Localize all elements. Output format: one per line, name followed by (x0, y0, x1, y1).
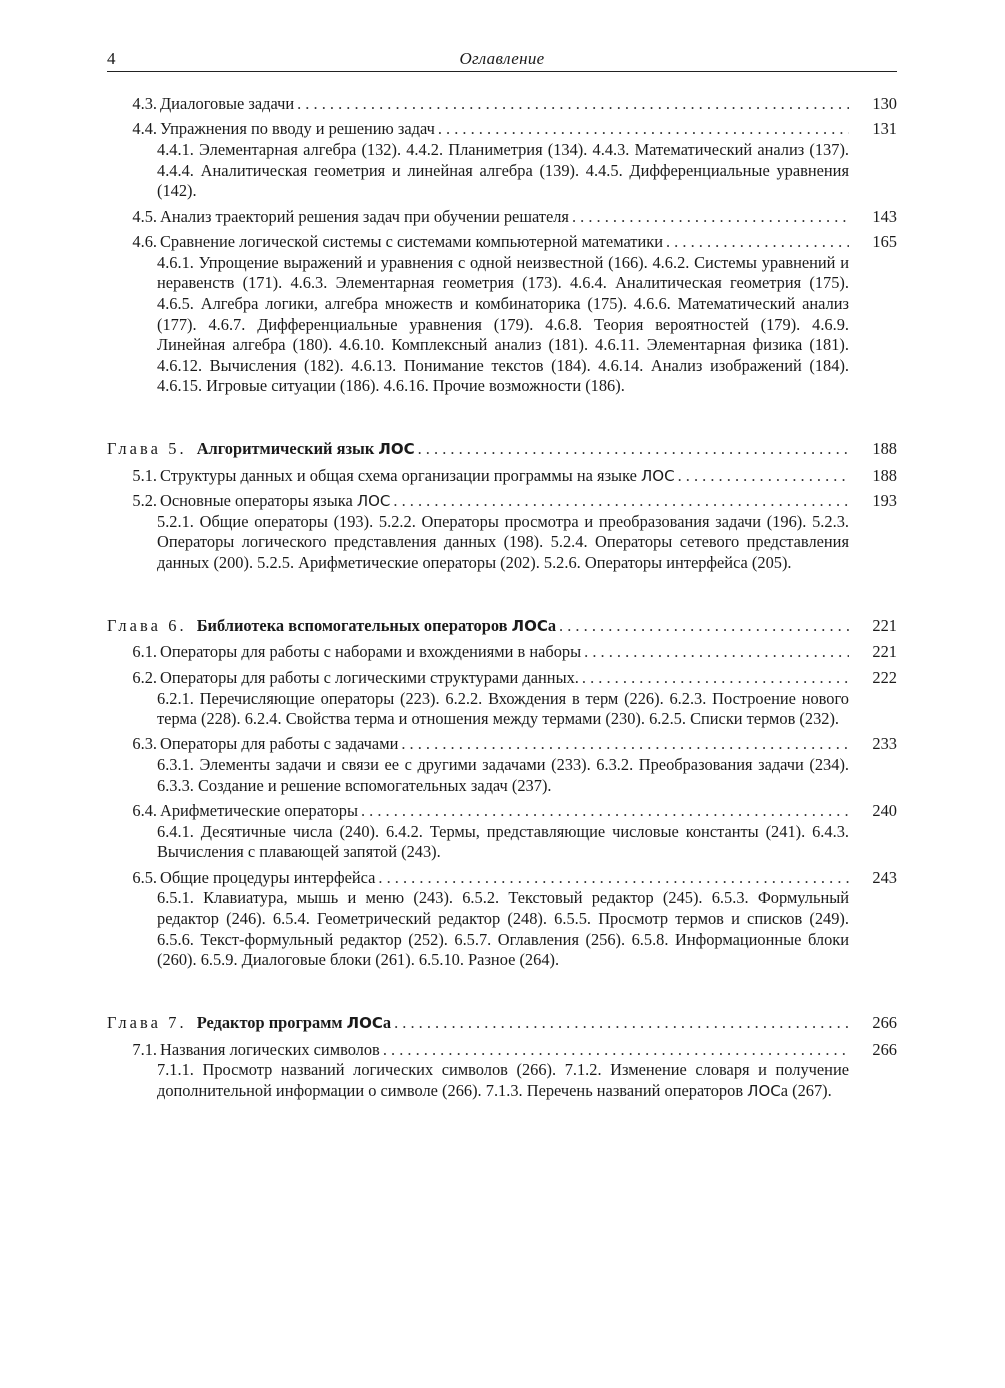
toc-title: Операторы для работы с задачами (160, 734, 399, 754)
table-of-contents (107, 94, 897, 1106)
toc-title: Диалоговые задачи (160, 94, 295, 113)
toc-title: Операторы для работы с наборами и вхождениями в наборы (160, 642, 582, 662)
running-title: Оглавление (459, 49, 545, 68)
toc-leader-dots (678, 466, 849, 487)
toc-title: Редактор программ ЛОСа (196, 1012, 392, 1032)
toc-number: 6.5. (132, 867, 157, 887)
toc-page-number: 240 (872, 801, 897, 821)
toc-number: 6.2. (132, 667, 157, 687)
toc-number: 4.6. (132, 231, 157, 251)
toc-section[interactable] (107, 868, 897, 971)
toc-leader-dots (559, 616, 849, 637)
toc-title: Общие процедуры интерфейса (160, 867, 376, 887)
toc-section[interactable] (107, 734, 897, 796)
toc-leader-dots (582, 668, 849, 689)
toc-subsections: 4.4.1. Элементарная алгебра (132). 4.4.2. Планиметрия (134). 4.4.3. Математический анализ (137). 4.4.4. Аналитическая геометрия и линейная алгебра (139). 4.4.5. Дифференциальные уравнения (142). (157, 140, 849, 201)
toc-section[interactable] (107, 642, 897, 663)
toc-page-number: 131 (872, 119, 897, 139)
toc-section[interactable] (107, 94, 897, 115)
toc-chapter[interactable] (107, 439, 897, 460)
toc-number: 6.4. (132, 801, 157, 821)
toc-leader-dots (418, 439, 849, 460)
toc-leader-dots (401, 734, 849, 755)
toc-number: Глава 5. (107, 438, 187, 458)
toc-page-number: 222 (872, 667, 897, 687)
toc-title: Сравнение логической системы с системами компьютерной математики (160, 231, 663, 251)
toc-leader-dots (438, 119, 849, 140)
toc-title: Операторы для работы с логическими структурами данных. (160, 667, 579, 687)
toc-section[interactable] (107, 1040, 897, 1102)
toc-number: 4.4. (132, 119, 157, 139)
toc-section[interactable] (107, 668, 897, 730)
toc-subsections: 5.2.1. Общие операторы (193). 5.2.2. Операторы просмотра и преобразования задачи (196). 5.2.3. Операторы логического представления данных (198). 5.2.4. Операторы сетевого представления данных (200). 5.2.5. Арифметические операторы (202). 5.2.6. Операторы интерфейса (205). (157, 511, 849, 573)
toc-page-number: 193 (872, 491, 897, 511)
toc-section[interactable] (107, 207, 897, 228)
toc-number: 6.1. (132, 642, 157, 662)
toc-leader-dots (584, 642, 849, 663)
toc-leader-dots (361, 801, 849, 822)
toc-title: Названия логических символов (160, 1039, 380, 1059)
toc-number: 5.2. (132, 491, 157, 511)
toc-number: 6.3. (132, 734, 157, 754)
toc-page-number: 165 (872, 231, 897, 251)
toc-title: Упражнения по вводу и решению задач (160, 119, 435, 139)
toc-page-number: 188 (872, 465, 897, 485)
toc-section[interactable] (107, 801, 897, 863)
toc-chapter[interactable] (107, 1013, 897, 1034)
toc-page-number: 188 (872, 438, 897, 458)
toc-number: Глава 6. (107, 615, 187, 635)
toc-leader-dots (572, 207, 849, 228)
toc-page-number: 266 (872, 1012, 897, 1032)
toc-subsections: 6.3.1. Элементы задачи и связи ее с другими задачами (233). 6.3.2. Преобразования задачи (234). 6.3.3. Создание и решение вспомогательных задач (237). (157, 755, 849, 795)
toc-subsections: 6.4.1. Десятичные числа (240). 6.4.2. Термы, представляющие числовые константы (241). 6.4.3. Вычисления с плавающей запятой (243). (157, 821, 849, 862)
toc-subsections: 7.1.1. Просмотр названий логических символов (266). 7.1.2. Изменение словаря и получение дополнительной информации о символе (266). 7.1.3. Перечень названий операторов ЛОСа (267). (157, 1060, 849, 1100)
toc-title: Алгоритмический язык ЛОС (196, 438, 415, 458)
toc-page-number: 130 (872, 94, 897, 113)
toc-page-number: 243 (872, 867, 897, 887)
toc-chapter[interactable] (107, 616, 897, 637)
header-rule (107, 71, 897, 72)
toc-section[interactable] (107, 119, 897, 202)
toc-number: Глава 7. (107, 1012, 187, 1032)
page-header (107, 46, 897, 72)
toc-title: Библиотека вспомогательных операторов ЛОСа (196, 615, 557, 635)
toc-subsections: 6.5.1. Клавиатура, мышь и меню (243). 6.5.2. Текстовый редактор (245). 6.5.3. Формульный редактор (246). 6.5.4. Геометрический редактор (248). 6.5.5. Просмотр термов и списков (249). 6.5.6. Текст-формульный редактор (252). 6.5.7. Оглавления (256). 6.5.8. Информационные блоки (260). 6.5.9. Диалоговые блоки (261). 6.5.10. Разное (264). (157, 888, 849, 970)
toc-title: Анализ траекторий решения задач при обучении решателя (160, 206, 569, 226)
toc-page-number: 233 (872, 734, 897, 754)
toc-leader-dots (394, 1013, 849, 1034)
toc-number: 7.1. (132, 1039, 157, 1059)
toc-leader-dots (666, 232, 849, 253)
toc-subsections: 6.2.1. Перечисляющие операторы (223). 6.2.2. Вхождения в терм (226). 6.2.3. Построение нового терма (228). 6.2.4. Свойства терма и отношения между термами (230). 6.2.5. Списки термов (232). (157, 688, 849, 729)
toc-subsections: 4.6.1. Упрощение выражений и уравнения с одной неизвестной (166). 4.6.2. Системы уравнений и неравенств (171). 4.6.3. Элементарная геометрия (173). 4.6.4. Аналитическая геометрия (175). 4.6.5. Алгебра логики, алгебра множеств и комбинаторика (175). 4.6.6. Математический анализ (177). 4.6.7. Дифференциальные уравнения (179). 4.6.8. Теория вероятностей (179). 4.6.9. Линейная алгебра (180). 4.6.10. Комплексный анализ (181). 4.6.11. Элементарная физика (181). 4.6.12. Вычисления (182). 4.6.13. Понимание текстов (184). 4.6.14. Анализ изображений (184). 4.6.15. Игровые ситуации (186). 4.6.16. Прочие возможности (186). (157, 252, 849, 396)
toc-number: 4.3. (132, 94, 157, 113)
toc-page-number: 266 (872, 1039, 897, 1059)
toc-title: Арифметические операторы (160, 801, 358, 821)
toc-number: 4.5. (132, 206, 157, 226)
toc-leader-dots (383, 1040, 849, 1061)
toc-leader-dots (297, 94, 849, 115)
toc-page-number: 221 (872, 615, 897, 635)
toc-page-number: 143 (872, 206, 897, 226)
toc-title: Основные операторы языка ЛОС (160, 491, 391, 511)
toc-section[interactable] (107, 491, 897, 574)
toc-leader-dots (378, 868, 849, 889)
toc-leader-dots (393, 491, 849, 512)
toc-number: 5.1. (132, 465, 157, 485)
toc-page-number: 221 (872, 642, 897, 662)
page-number: 4 (107, 49, 116, 68)
toc-section[interactable] (107, 466, 897, 487)
toc-section[interactable] (107, 232, 897, 397)
toc-title: Структуры данных и общая схема организации программы на языке ЛОС (160, 465, 675, 485)
